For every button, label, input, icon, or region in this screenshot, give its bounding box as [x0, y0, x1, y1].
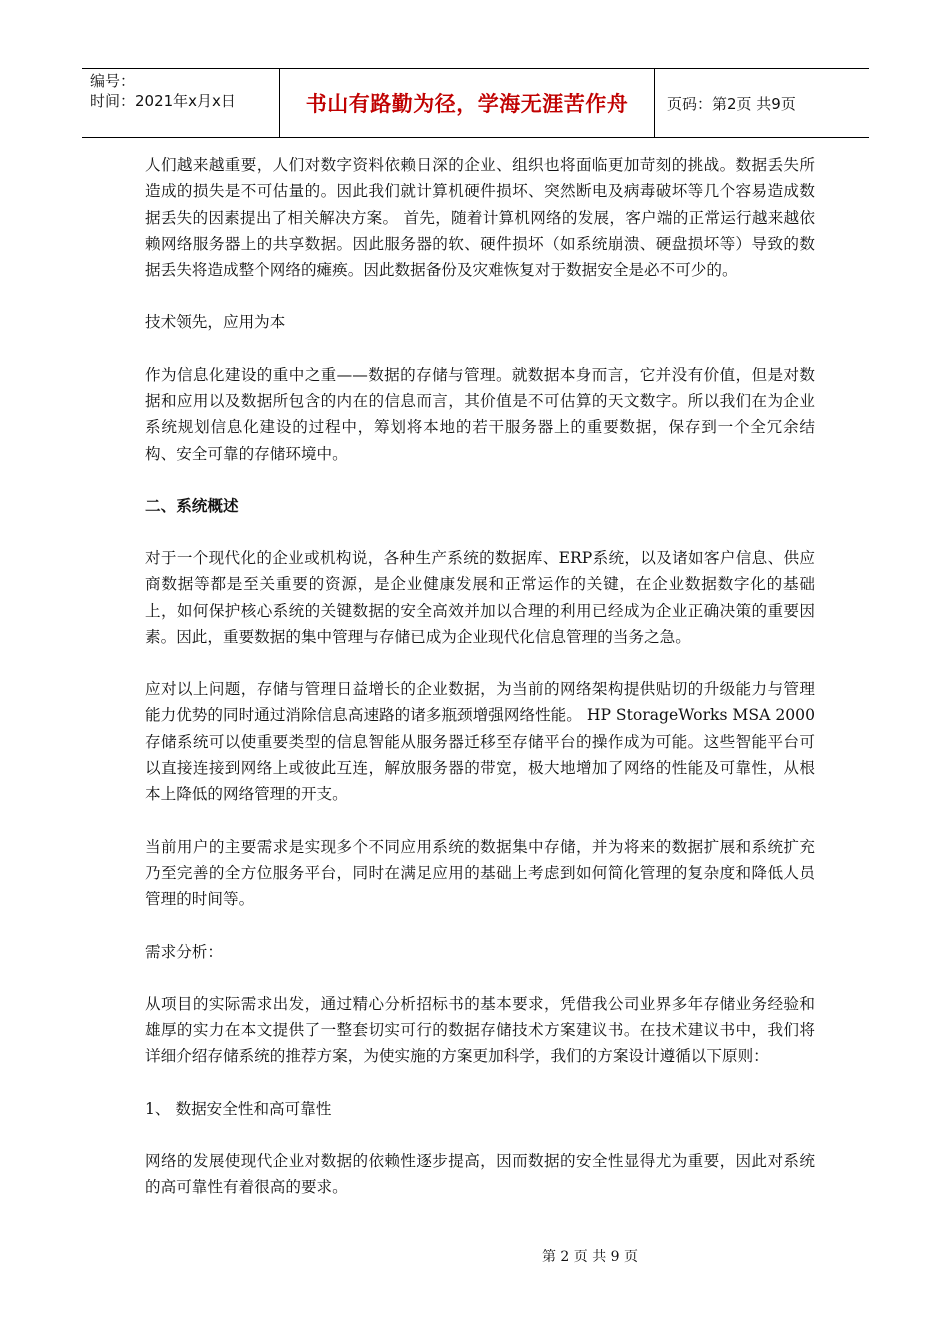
- time-label: 时间：2021年x月x日: [90, 92, 236, 110]
- section-heading: 二、系统概述: [145, 495, 239, 515]
- paragraph: 网络的发展使现代企业对数据的依赖性逐步提高，因而数据的安全性显得尤为重要，因此对系统的高可靠性有着很高的要求。: [145, 1152, 815, 1197]
- paragraph: 人们越来越重要，人们对数字资料依赖日深的企业、组织也将面临更加苛刻的挑战。数据丢失所造成的损失是不可估量的。因此我们就计算机硬件损坏、突然断电及病毒破坏等几个容易造成数据丢失的因素提出了相关解决方案。 首先，随着计算机网络的发展，客户端的正常运行越来越依赖网络服务器上的共享数据。因此服务器的软、硬件损坏（如系统崩溃、硬盘损坏等）导致的数据丢失将造成整个网络的瘫痪。因此数据备份及灾难恢复对于数据安全是必不可少的。: [145, 156, 815, 280]
- header-motto-cell: [280, 69, 655, 137]
- number-label: 编号：: [90, 72, 136, 90]
- header-page-code-cell: [655, 69, 869, 137]
- page-header: [82, 68, 869, 138]
- page-footer: [0, 1246, 950, 1266]
- page-indicator: 第 2 页 共 9 页: [541, 1249, 639, 1265]
- paragraph: 需求分析：: [145, 942, 223, 961]
- document-body: [145, 152, 815, 1201]
- paragraph: 从项目的实际需求出发，通过精心分析招标书的基本要求，凭借我公司业界多年存储业务经验和雄厚的实力在本文提供了一整套切实可行的数据存储技术方案建议书。在技术建议书中，我们将详细介绍存储系统的推荐方案，为使实施的方案更加科学，我们的方案设计遵循以下原则：: [145, 994, 815, 1066]
- paragraph: 技术领先，应用为本: [145, 313, 286, 332]
- paragraph: 对于一个现代化的企业或机构说，各种生产系统的数据库、ERP系统，以及诸如客户信息、供应商数据等都是至关重要的资源，是企业健康发展和正常运作的关键，在企业数据数字化的基础上，如何保护核心系统的关键数据的安全高效并加以合理的利用已经成为企业正确决策的重要因素。因此，重要数据的集中管理与存储已成为企业现代化信息管理的当务之急。: [145, 548, 815, 646]
- header-motto: 书山有路勤为径，学海无涯苦作舟: [305, 92, 629, 116]
- paragraph: 作为信息化建设的重中之重——数据的存储与管理。就数据本身而言，它并没有价值，但是对数据和应用以及数据所包含的内在的信息而言，其价值是不可估算的天文数字。所以我们在为企业系统规划信息化建设的过程中，筹划将本地的若干服务器上的重要数据，保存到一个全冗余结构、安全可靠的存储环境中。: [145, 365, 815, 463]
- page-code: 页码：第2页 共9页: [667, 94, 796, 113]
- paragraph: 应对以上问题，存储与管理日益增长的企业数据，为当前的网络架构提供贴切的升级能力与管理能力优势的同时通过消除信息高速路的诸多瓶颈增强网络性能。 HP StorageWorks MSA 2000存储系统可以使重要类型的信息智能从服务器迁移至存储平台的操作成为可能。这些智能平台可以直接连接到网络上或彼此互连，解放服务器的带宽，极大地增加了网络的性能及可靠性，从根本上降低的网络管理的开支。: [145, 680, 815, 804]
- header-meta: [82, 69, 280, 137]
- paragraph: 当前用户的主要需求是实现多个不同应用系统的数据集中存储，并为将来的数据扩展和系统扩充乃至完善的全方位服务平台，同时在满足应用的基础上考虑到如何简化管理的复杂度和降低人员管理的时间等。: [145, 837, 815, 909]
- paragraph: 1、 数据安全性和高可靠性: [145, 1099, 332, 1118]
